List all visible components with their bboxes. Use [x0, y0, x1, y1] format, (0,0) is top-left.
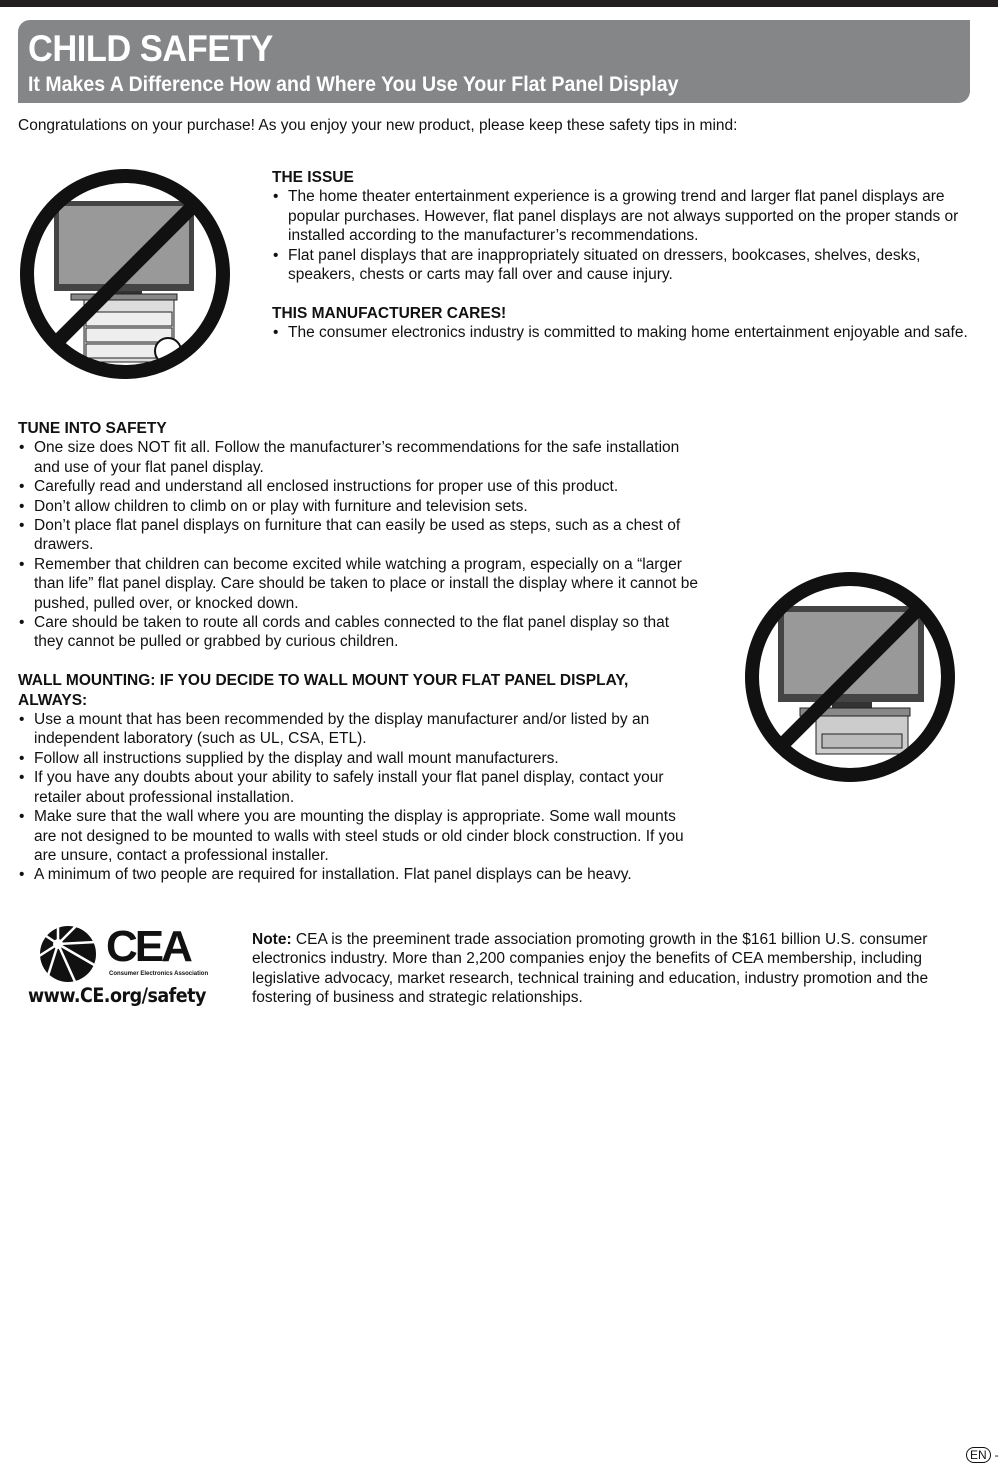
cea-starburst-icon	[36, 924, 102, 984]
list-item: • The home theater entertainment experience is a growing trend and larger flat panel displays are popular purchases. However, flat panel displays are not always supported on the proper stands or installed according to the manufacturer’s recommendations.	[272, 187, 972, 245]
tv-on-dresser-prohibited-illustration	[16, 166, 236, 384]
list-item: • A minimum of two people are required for installation. Flat panel displays can be heavy.	[18, 865, 700, 884]
issue-heading: THE ISSUE	[272, 169, 354, 186]
page-title: CHILD SAFETY	[28, 28, 273, 69]
list-item: • Don’t place flat panel displays on furniture that can easily be used as steps, such as a chest of drawers.	[18, 516, 700, 555]
list-item: • Don’t allow children to climb on or play with furniture and television sets.	[18, 497, 700, 516]
intro-text: Congratulations on your purchase! As you enjoy your new product, please keep these safety tips in mind:	[18, 117, 738, 134]
list-item: • Flat panel displays that are inappropriately situated on dressers, bookcases, shelves, desks, speakers, chests or carts may fall over and cause injury.	[272, 246, 972, 285]
page-subtitle: It Makes A Difference How and Where You Use Your Flat Panel Display	[28, 73, 679, 96]
top-rule	[0, 0, 998, 7]
list-item: • Carefully read and understand all enclosed instructions for proper use of this product.	[18, 477, 700, 496]
page-number: -	[994, 1448, 999, 1462]
list-item: • Follow all instructions supplied by the display and wall mount manufacturers.	[18, 749, 700, 768]
cea-logo-text: CEA	[106, 922, 190, 971]
list-item: • Remember that children can become excited while watching a program, especially on a “larger than life” flat panel display. Care should be taken to place or install the display where it cannot be pushed, pulled over, or knocked down.	[18, 555, 700, 613]
tv-on-cart-prohibited-illustration	[740, 568, 962, 788]
list-item: • Care should be taken to route all cords and cables connected to the flat panel display so that they cannot be pulled or grabbed by curious children.	[18, 613, 700, 652]
cea-logo	[26, 922, 226, 1017]
page-marker	[966, 1447, 999, 1463]
wall-mount-heading: WALL MOUNTING: IF YOU DECIDE TO WALL MOUNT YOUR FLAT PANEL DISPLAY, ALWAYS:	[18, 672, 629, 709]
tune-heading: TUNE INTO SAFETY	[18, 420, 167, 437]
cea-logo-subtext: Consumer Electronics Association	[109, 971, 209, 977]
title-banner	[18, 20, 970, 103]
list-item: • Use a mount that has been recommended by the display manufacturer and/or listed by an independent laboratory (such as UL, CSA, ETL).	[18, 710, 700, 749]
note-text: CEA is the preeminent trade association promoting growth in the $161 billion U.S. consumer electronics industry. More than 2,200 companies enjoy the benefits of CEA membership, including legislative advocacy, market research, technical training and education, industry promotion and the fostering of business and strategic relationships.	[252, 931, 929, 1007]
list-item: • The consumer electronics industry is committed to making home entertainment enjoyable and safe.	[272, 323, 972, 342]
manufacturer-heading: THIS MANUFACTURER CARES!	[272, 304, 507, 322]
issue-section	[272, 168, 972, 362]
language-badge: EN	[966, 1447, 991, 1463]
cea-note	[252, 930, 932, 1008]
list-item: • Make sure that the wall where you are mounting the display is appropriate. Some wall mounts are not designed to be mounted to walls with steel studs or old cinder block construction. If you are unsure, contact a professional installer.	[18, 807, 700, 865]
list-item: • One size does NOT fit all. Follow the manufacturer’s recommendations for the safe installation and use of your flat panel display.	[18, 438, 700, 477]
note-label: Note:	[252, 931, 292, 948]
list-item: • If you have any doubts about your ability to safely install your flat panel display, contact your retailer about professional installation.	[18, 768, 700, 807]
cea-url: www.CE.org/safety	[28, 984, 206, 1007]
safety-section	[18, 419, 700, 904]
